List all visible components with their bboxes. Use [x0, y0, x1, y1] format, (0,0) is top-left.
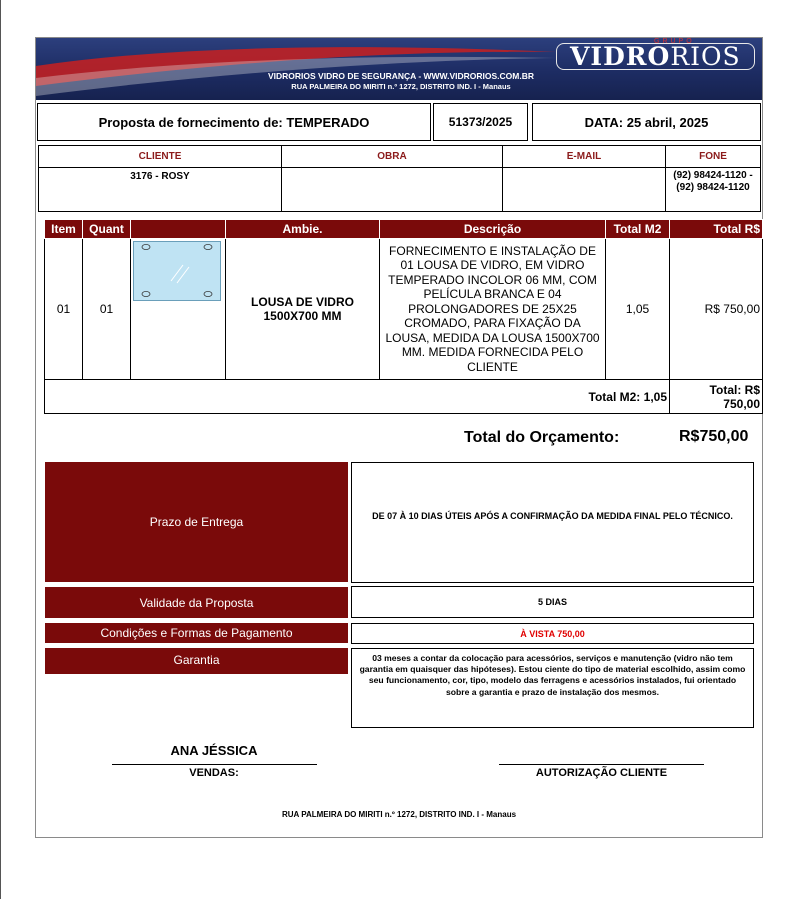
proposal-date-text: DATA: 25 abril, 2025: [584, 114, 709, 130]
item-descricao: FORNECIMENTO E INSTALAÇÃO DE 01 LOUSA DE VIDRO, EM VIDRO TEMPERADO INCOLOR 06 MM, COM PELÍCULA BRANCA E 04 PROLONGADORES DE 25X25 CROMADO, PARA FIXAÇÃO DA LOUSA, MEDIDA DA LOUSA 1500X700 MM. MEDIDA FORNECIDA PELO CLIENTE: [380, 239, 606, 380]
item-total-rs: R$ 750,00: [670, 239, 763, 380]
fone-header: FONE: [666, 146, 761, 168]
proposal-title: [37, 103, 431, 141]
item-quant: 01: [83, 239, 131, 380]
obra-value: [282, 168, 503, 212]
footer-total-rs: Total: R$ 750,00: [670, 380, 763, 414]
total-label: Total do Orçamento:: [464, 429, 620, 446]
footer-address: RUA PALMEIRA DO MIRITI n.º 1272, DISTRITO IND. I - Manaus: [281, 810, 517, 819]
col-image: [131, 220, 226, 239]
client-signature-label: AUTORIZAÇÃO CLIENTE: [535, 767, 668, 779]
company-logo: [570, 43, 741, 70]
footer-total-m2: Total M2: 1,05: [45, 380, 670, 414]
prazo-label: Prazo de Entrega: [45, 462, 348, 582]
proposal-title-text: Proposta de fornecimento de: TEMPERADO: [98, 114, 370, 130]
pagamento-value: À VISTA 750,00: [351, 623, 754, 644]
col-total-m2: Total M2: [606, 220, 670, 239]
col-item: Item: [45, 220, 83, 239]
header-banner: [36, 38, 762, 100]
item-total-m2: 1,05: [606, 239, 670, 380]
item-ambiente: LOUSA DE VIDRO 1500X700 MM: [226, 239, 380, 380]
header-address-line2: RUA PALMEIRA DO MIRITI n.º 1272, DISTRITO IND. I - Manaus: [291, 82, 511, 91]
pagamento-label: Condições e Formas de Pagamento: [45, 623, 348, 643]
proposal-page: [35, 37, 763, 838]
client-value: 3176 - ROSY: [39, 168, 282, 212]
glass-board-illustration: [133, 241, 221, 301]
proposal-number-text: 51373/2025: [448, 115, 513, 129]
logo-bold-part: VIDRO: [570, 42, 671, 71]
client-table: [38, 145, 761, 212]
prazo-value: DE 07 À 10 DIAS ÚTEIS APÓS A CONFIRMAÇÃO DA MEDIDA FINAL PELO TÉCNICO.: [351, 462, 754, 583]
validade-value: 5 DIAS: [351, 586, 754, 618]
header-address-line1: VIDRORIOS VIDRO DE SEGURANÇA - WWW.VIDRORIOS.COM.BR: [267, 71, 535, 81]
proposal-date: [532, 103, 761, 141]
validade-label: Validade da Proposta: [45, 587, 348, 618]
client-header: CLIENTE: [39, 146, 282, 168]
col-quant: Quant: [83, 220, 131, 239]
logo-group-label: GRUPO: [654, 38, 695, 45]
seller-label: VENDAS:: [189, 767, 239, 779]
col-descricao: Descrição: [380, 220, 606, 239]
total-value: R$750,00: [679, 428, 749, 445]
logo-light-part: RIOS: [670, 42, 741, 71]
col-ambiente: Ambie.: [226, 220, 380, 239]
proposal-number: [433, 103, 528, 141]
table-row: [45, 239, 763, 380]
client-signature-line: [499, 764, 704, 765]
fone-value: (92) 98424-1120 - (92) 98424-1120: [666, 168, 761, 212]
garantia-value: 03 meses a contar da colocação para acessórios, serviços e manutenção (vidro não tem garantia em quaisquer das hipóteses). Estou ciente do tipo de material escolhido, assim como seu funcionamento, cor, tipo, modelo das ferragens e acessórios instalados, fui orientado sobre a garantia e prazo de instalação dos mesmos.: [351, 648, 754, 728]
items-table: [44, 219, 763, 414]
seller-name: ANA JÉSSICA: [170, 743, 258, 758]
email-value: [503, 168, 666, 212]
window-edge: [0, 0, 1, 899]
item-number: 01: [45, 239, 83, 380]
obra-header: OBRA: [282, 146, 503, 168]
email-header: E-MAIL: [503, 146, 666, 168]
garantia-label: Garantia: [45, 648, 348, 674]
col-total-rs: Total R$: [670, 220, 763, 239]
seller-signature-line: [112, 764, 317, 765]
item-image-cell: [131, 239, 226, 380]
